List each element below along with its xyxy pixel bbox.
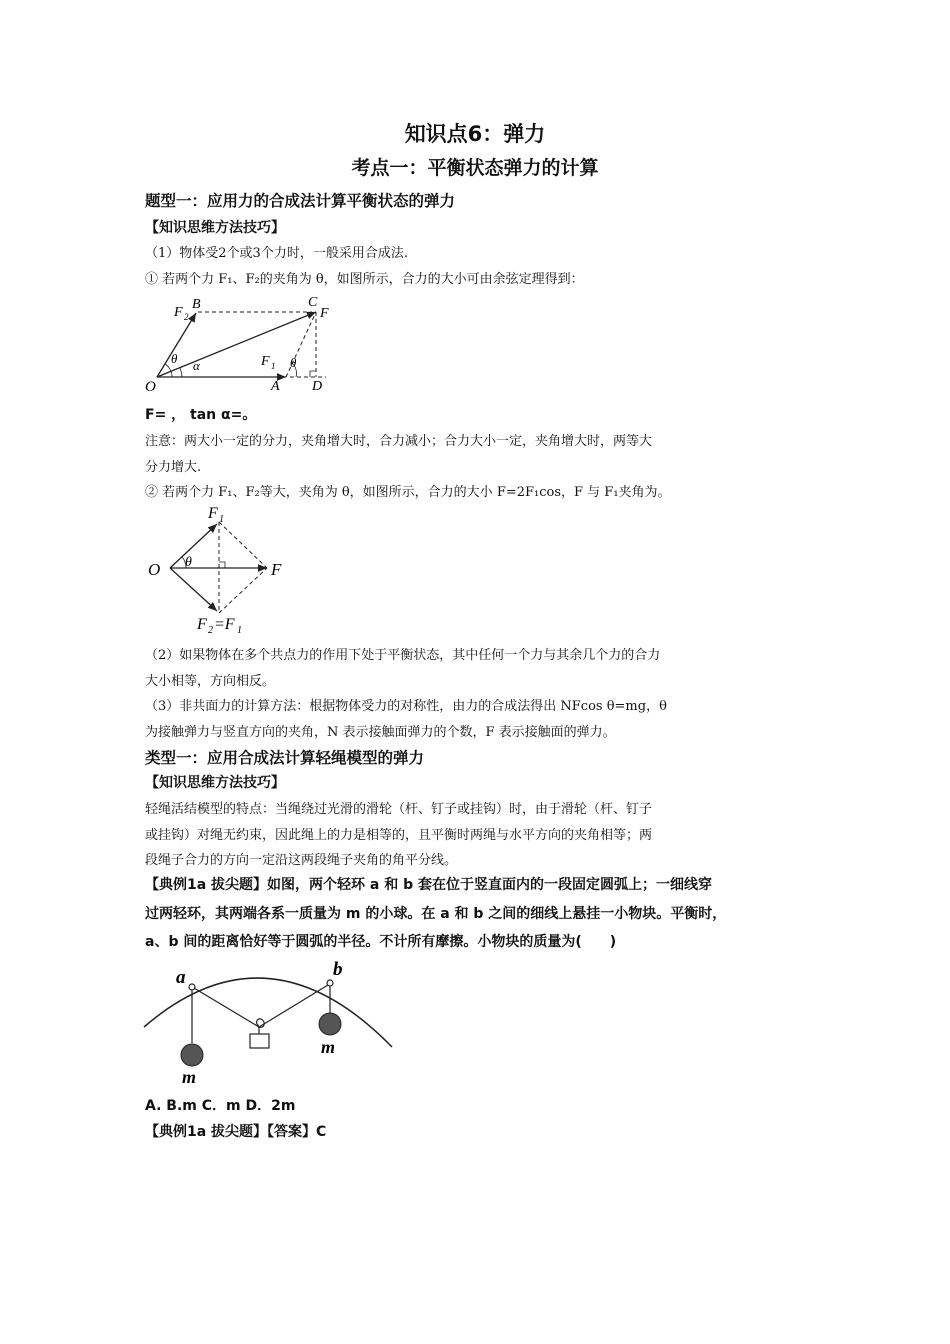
label-alpha: α [193,358,200,373]
section1-p4b: 大小相等，方向相反。 [145,674,276,689]
label-theta: θ [185,555,192,570]
section1-p5a: （3）非共面力的计算方法：根据物体受力的对称性，由力的合成法得出 NFcos θ=mg，θ [145,699,667,714]
ball-right [319,1013,341,1035]
section1-p3: ② 若两个力 F₁、F₂等大，夹角为 θ，如图所示，合力的大小 F=2F₁cos，F 与 F₁夹角为。 [145,485,671,500]
section2-heading: 类型一：应用合成法计算轻绳模型的弹力 [145,749,425,767]
section2-line-2: 或挂钩）对绳无约束，因此绳上的力是相等的，且平衡时两绳与水平方向的夹角相等；两 [145,828,653,843]
section1-p2: ① 若两个力 F₁、F₂的夹角为 θ，如图所示，合力的大小可由余弦定理得到： [145,272,584,287]
arc-rings-diagram [140,955,400,1090]
answer-line: 【典例1a 拔尖题】【答案】C [145,1124,327,1140]
label-f1-sub: 1 [271,361,276,371]
alpha-arc [180,368,182,377]
example-line-2: 过两轻环，其两端各系一质量为 m 的小球。在 a 和 b 之间的细线上悬挂一小物块。平衡时， [145,906,727,922]
formula-line: F= ， tan α=。 [145,407,257,423]
note-line-1: 注意：两大小一定的分力，夹角增大时，合力减小；合力大小一定，夹角增大时，两等大 [145,434,653,449]
label-m-left: m [182,1067,197,1087]
answer-options: A. B.m C．m D．2m [145,1098,296,1114]
label-f1-sub: 1 [219,514,224,525]
section2-line-1: 轻绳活结模型的特点：当绳绕过光滑的滑轮（杆、钉子或挂钩）时，由于滑轮（杆、钉子 [145,802,653,817]
example-line-1: 【典例1a 拔尖题】如图，两个轻环 a 和 b 套在位于竖直面内的一段固定圆弧上；一细线穿 [145,877,713,893]
label-f2-sub: 2 [208,625,213,636]
label-o: O [145,379,156,395]
example-line-3: a、b 间的距离恰好等于圆弧的半径。不计所有摩擦。小物块的质量为( ) [145,934,617,950]
right-angle-mark [219,562,225,568]
label-f2: F [197,616,207,633]
note-line-2: 分力增大. [145,460,202,475]
section1-p5b: 为接触弹力与竖直方向的夹角，N 表示接触面弹力的个数，F 表示接触面的弹力。 [145,725,616,740]
section1-p4a: （2）如果物体在多个共点力的作用下处于平衡状态，其中任何一个力与其余几个力的合力 [145,648,661,663]
label-o: O [148,560,161,579]
label-theta-2: θ [290,355,297,370]
section1-tips-label: 【知识思维方法技巧】 [145,220,285,236]
section1-p1: （1）物体受2个或3个力时，一般采用合成法. [145,246,408,261]
force-parallelogram-diagram [140,290,350,395]
right-angle-mark [310,371,316,377]
f2-vector [157,313,196,377]
label-a: a [176,967,186,988]
label-theta: θ [171,351,178,366]
dashed-edge-top [219,522,267,568]
label-b: b [333,959,343,980]
label-m-right: m [321,1037,336,1057]
label-d: D [312,379,323,394]
page-subtitle: 考点一：平衡状态弹力的计算 [351,157,599,179]
section1-heading: 题型一：应用力的合成法计算平衡状态的弹力 [145,192,456,210]
equal-forces-rhombus-diagram [140,502,300,637]
small-block [250,1034,269,1048]
label-equals-f1-sub: 1 [237,625,242,636]
label-f1: F [261,354,270,369]
f1-vector [170,524,217,568]
label-b: B [192,297,201,312]
dashed-edge-bottom [219,568,267,613]
label-equals-f1: =F [214,616,235,633]
label-a: A [271,379,280,394]
label-c: C [308,295,318,310]
label-f2-sub: 2 [184,312,189,322]
label-f: F [320,306,329,321]
section2-line-3: 段绳子合力的方向一定沿这两段绳子夹角的角平分线。 [145,853,458,868]
string-left-middle [194,988,259,1027]
string-right-middle [259,985,328,1027]
page-title: 知识点6：弹力 [404,122,546,146]
section2-tips-label: 【知识思维方法技巧】 [145,775,285,791]
label-f: F [271,560,282,579]
label-f2: F [174,305,183,320]
ball-left [181,1044,203,1066]
f2-vector [170,568,217,611]
label-f1: F [208,505,218,522]
ring-a [189,984,195,990]
